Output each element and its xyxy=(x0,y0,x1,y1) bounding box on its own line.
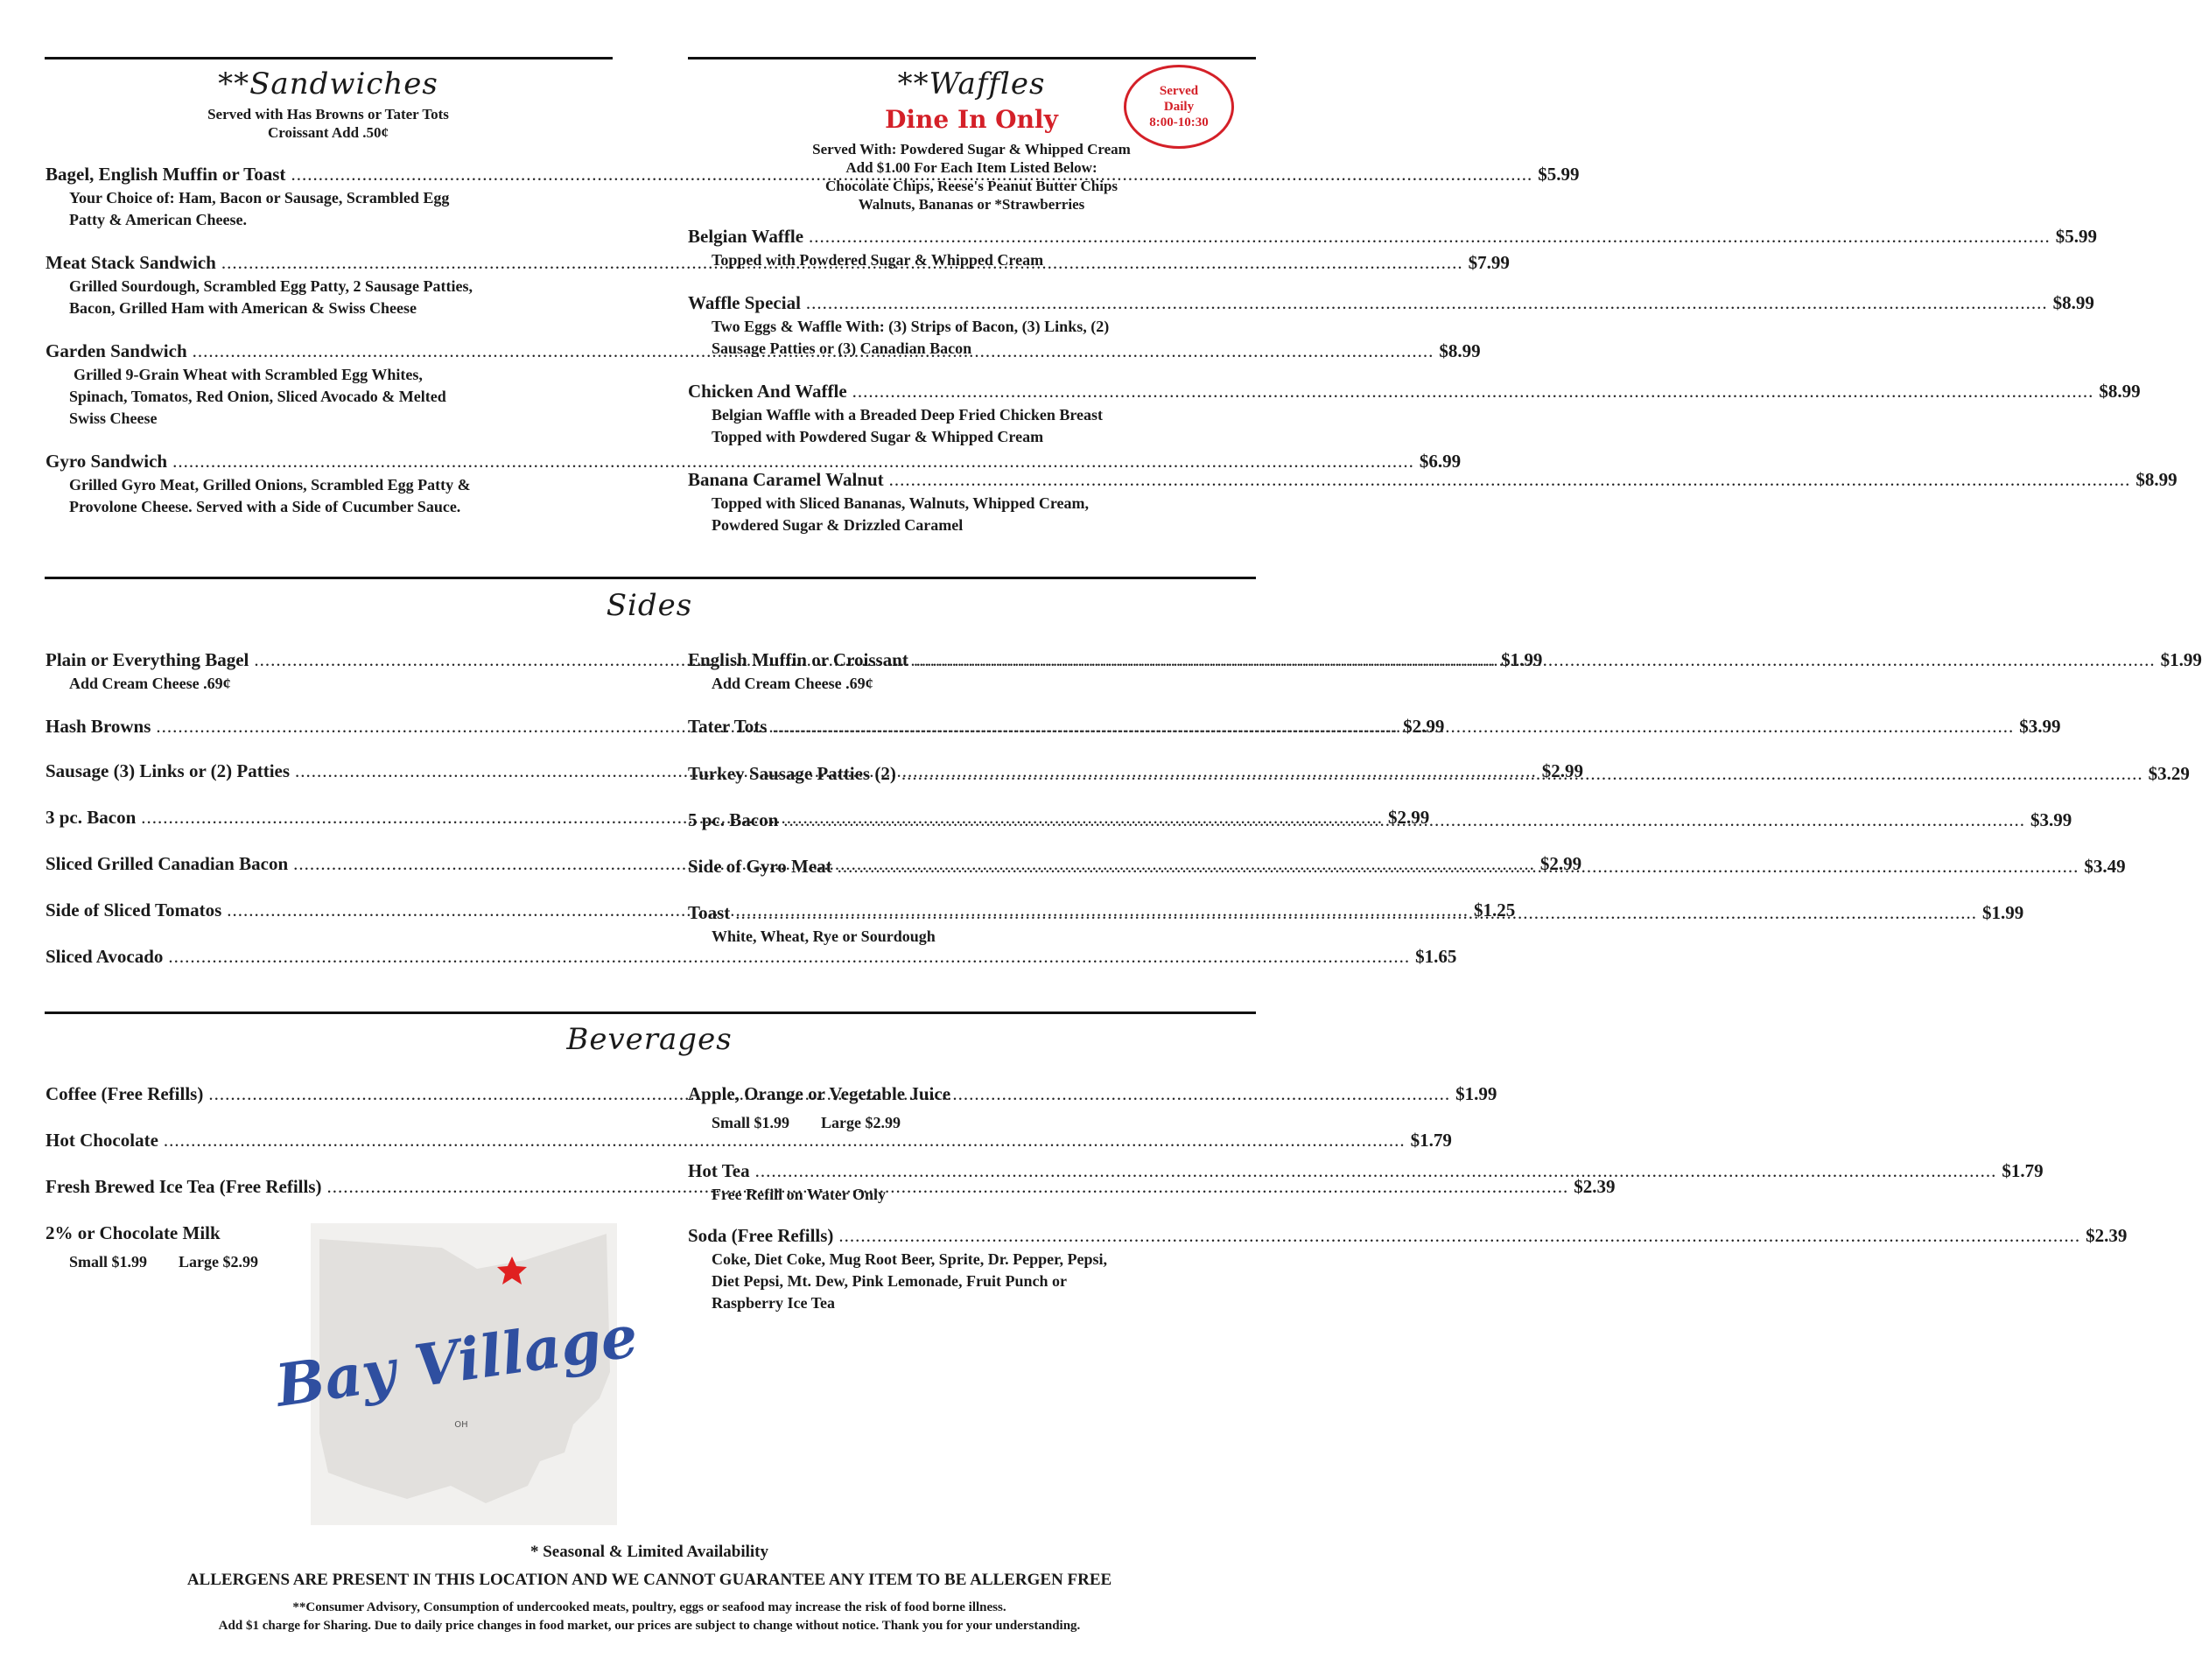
beverage-item: Coffee (Free Refills) ..... $1.99 xyxy=(46,1083,613,1105)
map-city-label: Bay Village xyxy=(271,1301,642,1420)
consumer-advisory: **Consumer Advisory, Consumption of undercooked meats, poultry, eggs or seafood may increase the risk of food borne illness. xyxy=(292,1600,1006,1614)
dine-in-only-label: Dine In Only xyxy=(885,105,1058,134)
divider xyxy=(45,57,613,60)
side-item: Hash Browns ..... $2.99 xyxy=(46,716,613,738)
sandwiches-subtitle: Served with Has Browns or Tater Tots Croissant Add .50¢ xyxy=(207,106,449,141)
ohio-map-image xyxy=(271,1223,642,1525)
menu-item-gyro-sandwich: Gyro Sandwich ..... $6.99 Grilled Gyro Meat, Grilled Onions, Scrambled Egg Patty & Provolone Cheese. Served with a Side of Cucumber Sauce. xyxy=(46,451,613,518)
side-item: Sliced Grilled Canadian Bacon ..... $2.99 xyxy=(46,853,613,875)
beverage-item: Soda (Free Refills) ..... $2.39 Coke, Diet Coke, Mug Root Beer, Sprite, Dr. Pepper, Pepsi, Diet Pepsi, Mt. Dew, Pink Lemonade, Fruit Punch or Raspberry Ice Tea xyxy=(688,1225,1256,1314)
divider xyxy=(45,577,1256,579)
beverage-item-juice: Apple, Orange or Vegetable Juice Small $1.99 Large $2.99 xyxy=(688,1083,951,1131)
beverage-item: Fresh Brewed Ice Tea (Free Refills) ..... $2.39 xyxy=(46,1176,613,1198)
beverages-title: Beverages xyxy=(566,1022,733,1057)
side-item: Side of Sliced Tomatos ..... $1.25 xyxy=(46,900,613,921)
sharing-note: Add $1 charge for Sharing. Due to daily price changes in food market, our prices are subject to change without notice. Thank you for your understanding. xyxy=(218,1619,1081,1633)
side-item: 5 pc. Bacon ..... $3.99 xyxy=(688,809,1256,831)
beverage-item: Hot Tea ..... $1.79 Free Refill on Water Only xyxy=(688,1160,1256,1206)
side-item: Sausage (3) Links or (2) Patties ..... $2.99 xyxy=(46,760,613,782)
side-item: Turkey Sausage Patties (2) ..... $3.29 xyxy=(688,763,1256,785)
beverage-item-milk: 2% or Chocolate Milk Small $1.99 Large $2.99 xyxy=(46,1222,258,1270)
side-item: 3 pc. Bacon ..... $2.99 xyxy=(46,807,613,829)
menu-item-banana-caramel-walnut: Banana Caramel Walnut ..... $8.99 Topped with Sliced Bananas, Walnuts, Whipped Cream, Powdered Sugar & Drizzled Caramel xyxy=(688,469,1256,536)
waffles-title: **Waffles xyxy=(897,66,1046,102)
side-item: English Muffin or Croissant ..... $1.99 Add Cream Cheese .69¢ xyxy=(688,649,1256,695)
menu-item-garden-sandwich: Garden Sandwich ..... $8.99 Grilled 9-Grain Wheat with Scrambled Egg Whites, Spinach, Tomatos, Red Onion, Sliced Avocado & Melted Swiss Cheese xyxy=(46,340,613,430)
waffles-subtitle: Served With: Powdered Sugar & Whipped Cream Add $1.00 For Each Item Listed Below: Chocolate Chips, Reese's Peanut Butter Chips Walnuts, Bananas or *Strawberries xyxy=(812,141,1131,213)
side-item: Tater Tots ..... $3.99 xyxy=(688,716,1256,738)
map-state-label: OH xyxy=(454,1420,468,1430)
side-item: Toast ..... $1.99 White, Wheat, Rye or Sourdough xyxy=(688,902,1256,948)
sandwiches-title: **Sandwiches xyxy=(218,66,438,102)
allergen-warning: ALLERGENS ARE PRESENT IN THIS LOCATION AND WE CANNOT GUARANTEE ANY ITEM TO BE ALLERGEN FREE xyxy=(186,1571,1112,1589)
side-item: Plain or Everything Bagel ..... $1.99 Add Cream Cheese .69¢ xyxy=(46,649,613,695)
divider xyxy=(45,1012,1256,1014)
menu-item-bagel-sandwich: Bagel, English Muffin or Toast ..... $5.99 Your Choice of: Ham, Bacon or Sausage, Scrambled Egg Patty & American Cheese. xyxy=(46,164,613,231)
side-item: Side of Gyro Meat ..... $3.49 xyxy=(688,856,1256,878)
served-daily-badge: Served Daily 8:00-10:30 xyxy=(1124,65,1234,149)
divider xyxy=(688,57,1256,60)
menu-item-chicken-and-waffle: Chicken And Waffle ..... $8.99 Belgian Waffle with a Breaded Deep Fried Chicken Breast Topped with Powdered Sugar & Whipped Cream xyxy=(688,381,1256,448)
menu-item-meat-stack: Meat Stack Sandwich ..... $7.99 Grilled Sourdough, Scrambled Egg Patty, 2 Sausage Patties, Bacon, Grilled Ham with American & Swiss Cheese xyxy=(46,252,613,319)
menu-item-waffle-special: Waffle Special ..... $8.99 Two Eggs & Waffle With: (3) Strips of Bacon, (3) Links, (2) Sausage Patties or (3) Canadian Bacon xyxy=(688,292,1256,360)
beverage-item: Hot Chocolate ..... $1.79 xyxy=(46,1130,613,1152)
sides-title: Sides xyxy=(606,588,693,623)
seasonal-note: * Seasonal & Limited Availability xyxy=(529,1543,768,1561)
side-item: Sliced Avocado ..... $1.65 xyxy=(46,946,613,968)
menu-item-belgian-waffle: Belgian Waffle ..... $5.99 Topped with Powdered Sugar & Whipped Cream xyxy=(688,226,1256,271)
